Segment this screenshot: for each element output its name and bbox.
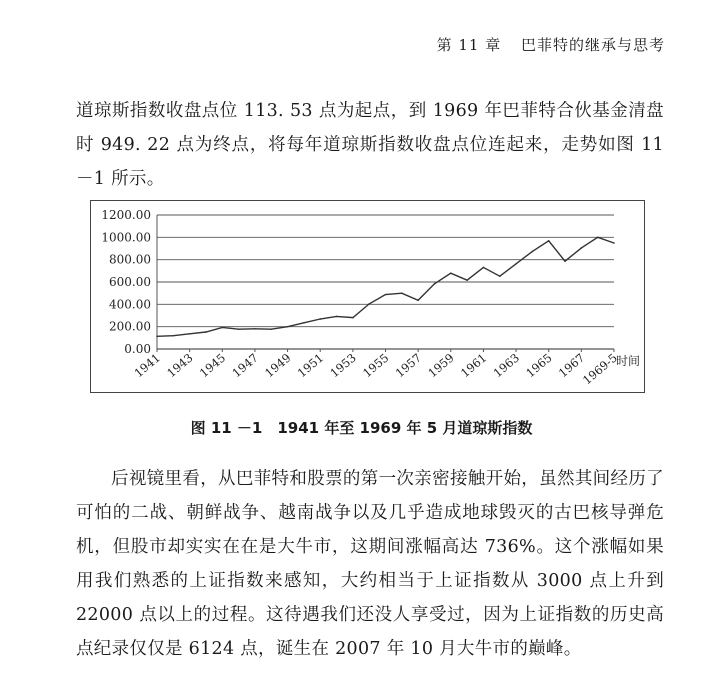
data-point (173, 335, 175, 337)
y-tick-label: 1000.00 (101, 230, 151, 245)
data-point (254, 328, 256, 330)
data-point (401, 292, 403, 294)
data-point (564, 260, 566, 262)
data-point (238, 328, 240, 330)
y-tick-label: 800.00 (109, 252, 151, 267)
x-tick-label: 1969-5 (579, 350, 620, 388)
data-point (221, 327, 223, 329)
data-point (581, 247, 583, 249)
chart-frame (90, 200, 645, 393)
y-tick-label: 200.00 (109, 319, 151, 334)
x-tick-label: 1945 (196, 350, 229, 381)
y-tick-label: 600.00 (109, 275, 151, 289)
data-point (287, 326, 289, 328)
x-tick-label: 1951 (294, 350, 327, 381)
data-point (189, 333, 191, 335)
x-tick-label: 1955 (359, 350, 392, 381)
data-point (368, 303, 370, 305)
x-tick-label: 1961 (457, 350, 490, 381)
data-point (532, 251, 534, 253)
x-tick-label: 1967 (555, 350, 588, 381)
running-header (437, 34, 665, 55)
data-point (450, 272, 452, 274)
x-tick-label: 1947 (229, 350, 261, 381)
data-point (499, 275, 501, 277)
dow-jones-line-chart (91, 201, 644, 392)
data-point (548, 240, 550, 242)
x-axis-title: 时间 (616, 354, 641, 368)
x-tick-label: 1949 (262, 350, 294, 381)
data-point (597, 237, 599, 239)
data-point (205, 331, 207, 333)
x-tick-label: 1957 (392, 350, 425, 381)
intro-paragraph: 道琼斯指数收盘点位 113. 53 点为起点，到 1969 年巴菲特合伙基金清盘时 949. 22 点为终点，将每年道琼斯指数收盘点位连起来，走势如图 11 －1 所示。 (76, 101, 664, 189)
data-point (515, 263, 517, 265)
data-point (417, 300, 419, 302)
data-point (434, 283, 436, 285)
x-tick-label: 1943 (164, 350, 196, 381)
x-tick-label: 1963 (490, 350, 522, 381)
body-paragraph: 后视镜里看，从巴菲特和股票的第一次亲密接触开始，虽然其间经历了可怕的二战、朝鲜战争、越南战争以及几乎造成地球毁灭的古巴核导弹危机，但股市却实实在在是大牛市，这期间涨幅高达 736%。这个涨幅如果用我们熟悉的上证指数来感知，大约相当于上证指数从 3000 点上升到 22000 点以上的过程。这待遇我们还没人享受过，因为上证指数的历史高点纪录仅仅是 6124 点，诞生在 2007 年 10 月大牛市的巅峰。 (76, 469, 664, 659)
figure-caption: 图 11 －1 1941 年至 1969 年 5 月道琼斯指数 (190, 419, 533, 437)
data-point (483, 267, 485, 269)
x-tick-label: 1953 (327, 350, 359, 381)
data-point (352, 317, 354, 319)
x-tick-label: 1965 (523, 350, 555, 381)
data-point (336, 316, 338, 318)
data-point (613, 242, 615, 244)
data-point (270, 328, 272, 330)
data-point (319, 318, 321, 320)
data-point (385, 294, 387, 296)
x-tick-label: 1959 (425, 350, 457, 381)
x-tick-label: 1941 (131, 350, 163, 381)
y-tick-label: 0.00 (124, 342, 151, 356)
data-point (303, 322, 305, 324)
chapter-number: 第 11 章 (436, 36, 502, 54)
chapter-title: 巴菲特的继承与思考 (520, 36, 665, 54)
dow-jones-series-line (157, 237, 614, 336)
data-point (156, 336, 158, 338)
data-point (466, 279, 468, 281)
y-tick-label: 400.00 (109, 297, 151, 312)
y-tick-label: 1200.00 (101, 208, 151, 222)
